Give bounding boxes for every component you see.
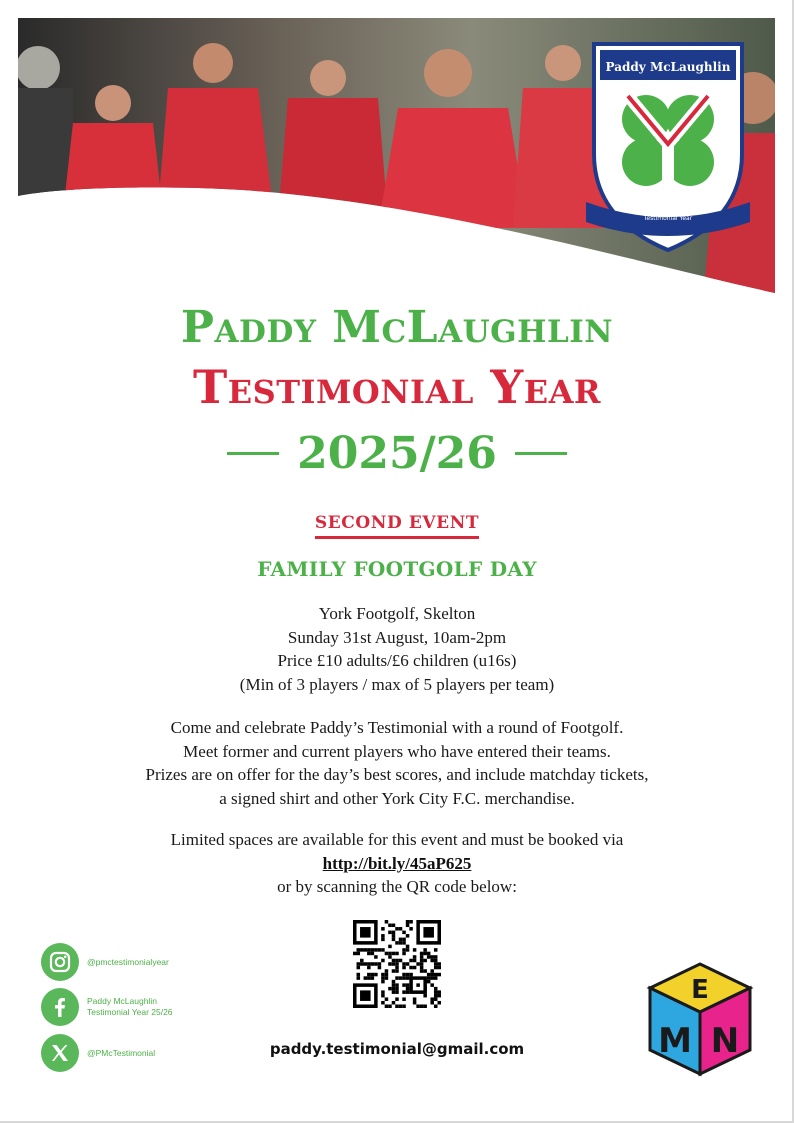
social-facebook[interactable]: [41, 988, 173, 1026]
x-handle: @PMcTestimonial: [87, 1047, 156, 1058]
facebook-handle-line: Paddy McLaughlin: [87, 996, 157, 1006]
logo-letter-n: N: [710, 1021, 740, 1061]
year-row: [0, 428, 794, 479]
facebook-icon: [41, 988, 79, 1026]
booking-after: or by scanning the QR code below:: [277, 877, 517, 896]
logo-letter-e: E: [691, 975, 709, 1005]
testimonial-badge: [586, 44, 750, 250]
badge-name: Paddy McLaughlin: [605, 60, 731, 74]
logo-letter-m: M: [658, 1021, 692, 1061]
title-line-1: Paddy McLaughlin: [180, 302, 614, 353]
event-details: [0, 602, 794, 696]
year-rule-right: [515, 452, 567, 455]
booking-link[interactable]: http://bit.ly/45aP625: [322, 853, 472, 873]
instagram-icon: [41, 943, 79, 981]
social-instagram[interactable]: [41, 943, 169, 981]
title-line-2: Testimonial Year: [192, 360, 602, 414]
contact-email[interactable]: paddy.testimonial@gmail.com: [269, 1040, 525, 1058]
facebook-handle-line: Testimonial Year 25/26: [87, 1007, 173, 1017]
event-label-text: SECOND EVENT: [315, 513, 479, 539]
event-detail-line: Sunday 31st August, 10am-2pm: [287, 627, 507, 647]
booking-line: Limited spaces are available for this event and must be booked via: [170, 830, 624, 849]
event-name: FAMILY FOOTGOLF DAY: [257, 557, 537, 581]
description-line: Prizes are on offer for the day’s best scores, and include matchday tickets,: [145, 765, 649, 784]
badge-banner-text: Testimonial Year: [643, 215, 693, 222]
event-description: [0, 716, 794, 810]
booking-info: [0, 828, 794, 899]
season-year: 2025/26: [297, 428, 497, 479]
event-detail-line: York Footgolf, Skelton: [318, 604, 476, 623]
description-line: Come and celebrate Paddy’s Testimonial with a round of Footgolf.: [170, 718, 624, 737]
hero-banner: [18, 18, 775, 303]
year-rule-left: [227, 452, 279, 455]
emn-logo: [646, 960, 754, 1078]
instagram-handle: @pmctestimonialyear: [87, 956, 169, 967]
event-detail-line: Price £10 adults/£6 children (u16s): [277, 651, 517, 670]
description-line: Meet former and current players who have entered their teams.: [183, 741, 611, 761]
facebook-handle: [87, 996, 173, 1018]
event-detail-line: (Min of 3 players / max of 5 players per team): [239, 674, 555, 694]
description-line: a signed shirt and other York City F.C. merchandise.: [219, 788, 575, 808]
qr-code[interactable]: [353, 920, 441, 1008]
event-label: [0, 513, 794, 539]
